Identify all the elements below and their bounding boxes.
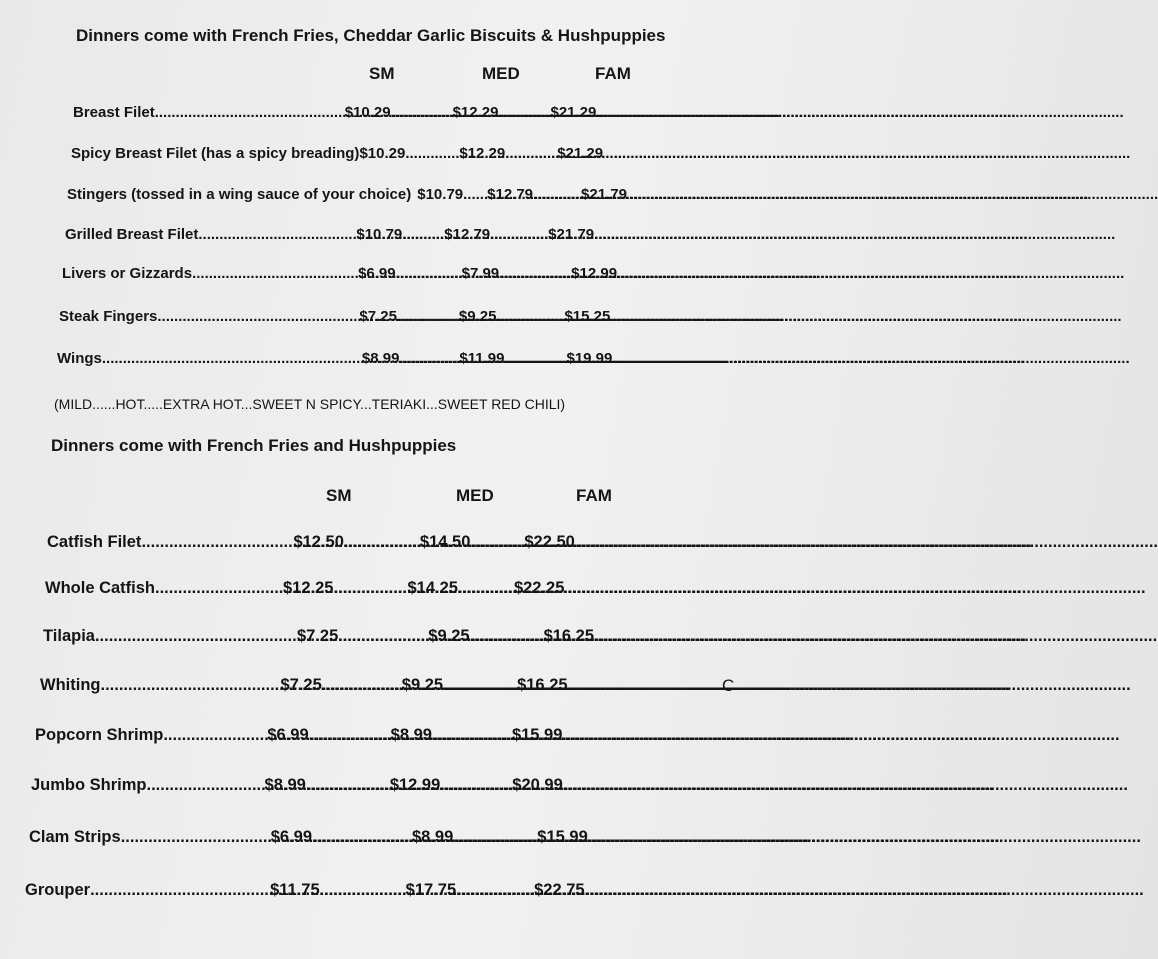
price-med: $12.29: [452, 104, 499, 121]
leader-dots: [443, 676, 517, 695]
leader-dots: [396, 265, 462, 282]
price-sm: $6.99: [270, 828, 312, 846]
price-sm: $6.99: [267, 726, 309, 744]
leader-dots: [155, 579, 273, 598]
leader-dots: [504, 350, 566, 367]
price-med: $14.25: [407, 579, 458, 597]
menu-row: [67, 186, 711, 210]
menu-row: [40, 676, 630, 700]
menu-row: [57, 350, 673, 374]
menu-row: [35, 726, 635, 750]
leader-dots: [198, 226, 356, 243]
menu-row: [73, 104, 643, 128]
leader-dots: [402, 226, 438, 243]
section2-col-med: MED: [456, 486, 494, 505]
item-name: Whole Catfish: [45, 579, 155, 597]
menu-row: [65, 226, 659, 250]
item-name: Jumbo Shrimp: [31, 776, 147, 794]
price-sm: $8.99: [361, 350, 400, 367]
price-fam: $21.29: [550, 104, 597, 121]
price-fam: $16.25: [543, 627, 595, 645]
leader-dots: [505, 145, 557, 162]
leader-dots: [344, 533, 420, 552]
item-name: Clam Strips: [29, 828, 121, 846]
leader-dots: [163, 726, 267, 745]
price-fam: $16.25: [517, 676, 568, 694]
leader-dots: [141, 533, 293, 552]
price-sm: $7.25: [296, 627, 339, 645]
section1-heading: Dinners come with French Fries, Cheddar Garlic Biscuits & Hushpuppies: [76, 26, 666, 45]
price-sm: $12.25: [283, 579, 334, 597]
leader-dots: [155, 104, 345, 121]
price-fam: $20.99: [512, 776, 563, 794]
price-med: $9.25: [428, 627, 470, 645]
leader-dots: [322, 676, 402, 695]
price-med: $14.50: [419, 533, 471, 551]
leader-dots: [399, 350, 459, 367]
cut-off-text: C: [722, 676, 735, 695]
leader-dots: [333, 579, 407, 598]
price-sm: $7.25: [359, 308, 397, 325]
leader-dots: [405, 145, 459, 162]
item-name: Stingers (tossed in a wing sauce of your choice): [67, 186, 412, 203]
price-fam: $22.75: [534, 881, 585, 899]
price-med: $12.79: [444, 226, 491, 243]
menu-row: [59, 308, 669, 332]
price-fam: $21.79: [581, 186, 627, 203]
price-fam: $15.99: [537, 828, 588, 846]
leader-dots: [306, 776, 390, 795]
menu-row: [47, 533, 633, 557]
price-sm: $10.79: [356, 226, 403, 243]
item-name: Popcorn Shrimp: [35, 726, 164, 744]
leader-dots: [391, 104, 453, 121]
price-med: $12.99: [389, 776, 441, 794]
price-med: $7.99: [461, 265, 500, 282]
leader-dots: [440, 776, 512, 795]
item-name: Wings: [57, 350, 102, 367]
item-name: Grilled Breast Filet: [65, 226, 199, 243]
leader-dots: [90, 881, 270, 900]
price-sm: $10.29: [359, 145, 406, 162]
price-sm: $12.50: [293, 533, 344, 551]
leader-dots: [147, 776, 265, 795]
section1-col-med: MED: [482, 64, 520, 83]
menu-row: [31, 776, 637, 800]
price-fam: $19.99: [566, 350, 613, 367]
leader-dots: [470, 627, 544, 646]
price-med: $9.25: [458, 308, 497, 325]
leader-dots: [496, 308, 564, 325]
price-sm: $11.75: [270, 881, 320, 899]
price-sm: $8.99: [264, 776, 306, 794]
item-name: Steak Fingers: [59, 308, 158, 325]
leader-dots: [95, 627, 289, 646]
menu-row: [43, 627, 635, 651]
leader-dots: [458, 579, 514, 598]
item-name: Spicy Breast Filet (has a spicy breading): [71, 145, 360, 162]
price-med: $8.99: [390, 726, 432, 744]
price-fam: $21.29: [557, 145, 604, 162]
section1-col-fam: FAM: [595, 64, 631, 83]
item-name: Catfish Filet: [47, 533, 142, 551]
price-med: $17.75: [405, 881, 457, 899]
leader-dots: [100, 676, 280, 695]
item-name: Tilapia: [43, 627, 95, 645]
price-med: $8.99: [412, 828, 454, 846]
item-name: Grouper: [25, 881, 91, 899]
leader-dots: [121, 828, 271, 847]
leader-dots: [338, 627, 428, 646]
leader-dots: [157, 308, 359, 325]
price-fam: $21.79: [548, 226, 595, 243]
price-fam: $15.25: [564, 308, 611, 325]
leader-dots: [463, 186, 487, 203]
sauce-options: (MILD......HOT.....EXTRA HOT...SWEET N SPICY...TERIAKI...SWEET RED CHILI): [54, 396, 566, 412]
price-med: $12.29: [459, 145, 506, 162]
leader-dots: [470, 533, 524, 552]
price-fam: $22.50: [524, 533, 575, 551]
leader-dots: [453, 828, 537, 847]
leader-dots: [499, 265, 571, 282]
price-fam: $15.99: [511, 726, 563, 744]
item-name: Breast Filet: [73, 104, 155, 121]
section2-heading: Dinners come with French Fries and Hushpuppies: [51, 436, 457, 455]
leader-dots: [456, 881, 534, 900]
section2-col-fam: FAM: [576, 486, 612, 505]
price-fam: $22.25: [513, 579, 565, 597]
item-name: Livers or Gizzards: [62, 265, 193, 282]
price-sm: $10.29: [344, 104, 391, 121]
section2-col-sm: SM: [326, 486, 352, 505]
leader-dots: [102, 350, 362, 367]
price-med: $9.25: [401, 676, 444, 694]
leader-dots: [498, 104, 550, 121]
item-name: Whiting: [40, 676, 101, 694]
leader-dots: [312, 828, 412, 847]
price-sm: $6.99: [358, 265, 396, 282]
leader-dots: [490, 226, 548, 243]
section1-col-sm: SM: [369, 64, 395, 83]
price-sm: $7.25: [280, 676, 322, 694]
leader-dots: [533, 186, 573, 203]
price-sm: $10.79: [417, 186, 464, 203]
menu-row: [71, 145, 681, 169]
menu-row: [29, 828, 637, 852]
leader-dots: [309, 726, 391, 745]
menu-row: [25, 881, 653, 905]
menu-row: [62, 265, 662, 289]
leader-dots: [320, 881, 406, 900]
leader-dots: [432, 726, 512, 745]
price-med: $12.79: [487, 186, 534, 203]
leader-dots: [192, 265, 358, 282]
price-med: $11.99: [459, 350, 505, 367]
price-fam: $12.99: [571, 265, 618, 282]
leader-dots: [397, 308, 459, 325]
menu-row: [45, 579, 633, 603]
